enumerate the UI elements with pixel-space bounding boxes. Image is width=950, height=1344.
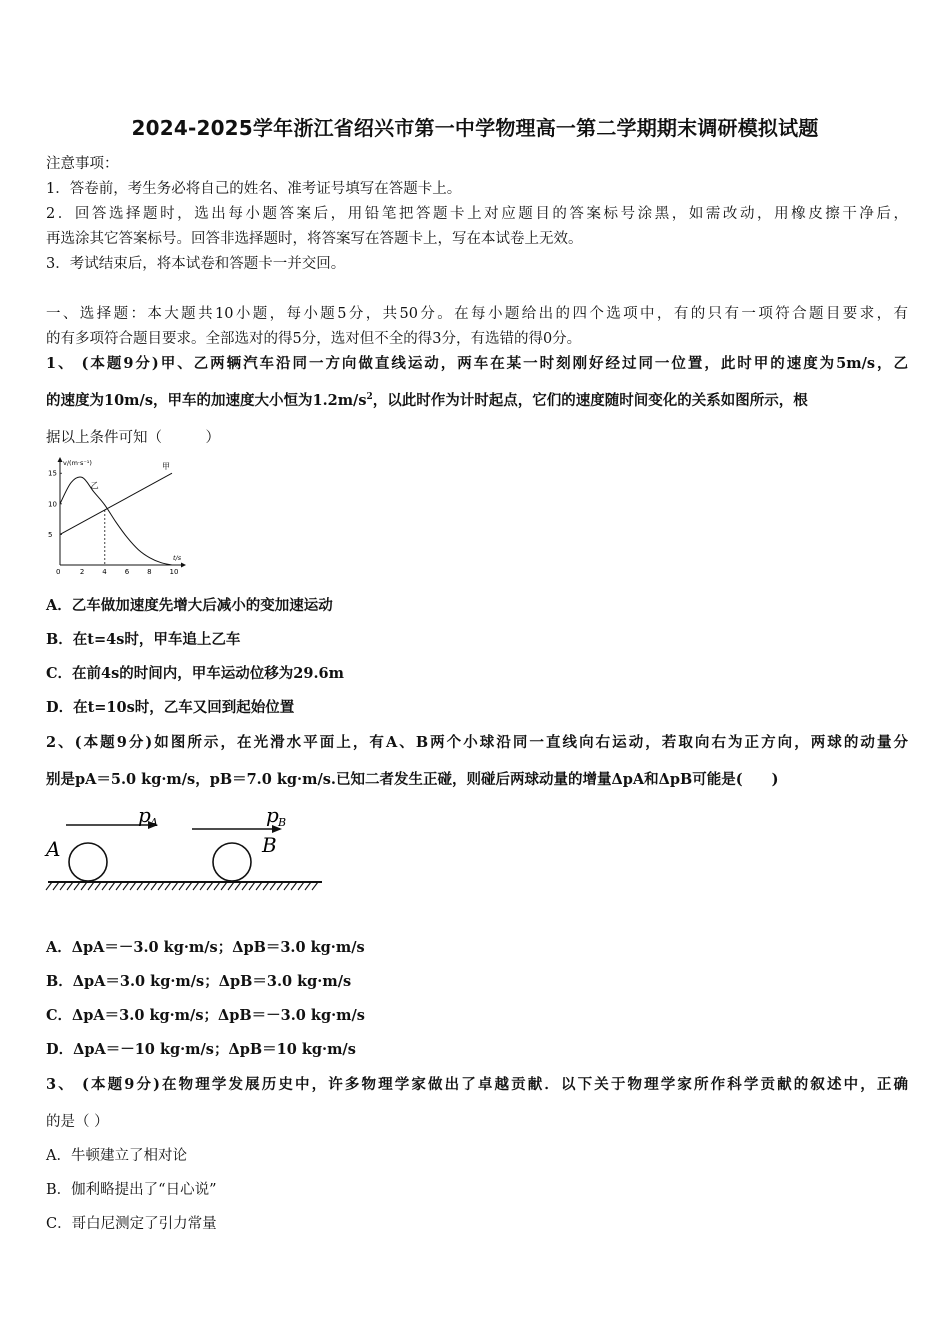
hatch-mark — [298, 882, 304, 890]
hatch-mark — [46, 882, 52, 890]
question-2-option-b[interactable]: B．ΔpA＝3.0 kg·m/s；ΔpB＝3.0 kg·m/s — [46, 973, 352, 990]
question-3-option-b[interactable]: B．伽利略提出了“日心说” — [46, 1182, 217, 1198]
y-axis-label: v/(m·s⁻¹) — [63, 459, 92, 467]
ball-a — [69, 843, 107, 881]
x-tick-label: 2 — [79, 568, 85, 576]
x-axis-arrow-icon — [181, 563, 186, 568]
hatch-mark — [284, 882, 290, 890]
hatch-mark — [186, 882, 192, 890]
question-3-option-a[interactable]: A．牛顿建立了相对论 — [46, 1148, 187, 1164]
question-2-option-d[interactable]: D．ΔpA＝－10 kg·m/s；ΔpB＝10 kg·m/s — [46, 1041, 356, 1058]
x-tick-label: 8 — [147, 568, 152, 576]
question-1-stem-part: 的速度为10m/s，甲车的加速度大小恒为1.2m/s — [46, 392, 367, 409]
hatch-mark — [116, 882, 122, 890]
hatch-mark — [256, 882, 262, 890]
hatch-mark — [95, 882, 101, 890]
y-tick-label: 10 — [48, 500, 57, 509]
question-2-option-c[interactable]: C．ΔpA＝3.0 kg·m/s；ΔpB＝－3.0 kg·m/s — [46, 1007, 365, 1024]
hatch-mark — [291, 882, 297, 890]
x-axis-label: t/s — [173, 554, 182, 562]
hatch-mark — [144, 882, 150, 890]
ball-label-a: A — [46, 837, 61, 861]
ball-label-b: B — [262, 833, 277, 857]
question-1-stem-part: ，以此时作为计时起点，它们的速度随时间变化的关系如图所示，根 — [372, 392, 808, 409]
notice-item: 3．考试结束后，将本试卷和答题卡一并交回。 — [46, 256, 346, 272]
hatch-mark — [200, 882, 206, 890]
hatch-mark — [263, 882, 269, 890]
question-3-stem: 的是（ ） — [46, 1114, 109, 1130]
hatch-mark — [123, 882, 129, 890]
hatch-mark — [207, 882, 213, 890]
hatch-mark — [179, 882, 185, 890]
ground-hatching — [46, 882, 318, 890]
series-label-jia: 甲 — [162, 462, 170, 472]
hatch-mark — [158, 882, 164, 890]
question-1-option-c[interactable]: C．在前4s的时间内，甲车运动位移为29.6m — [46, 665, 344, 682]
velocity-time-chart — [44, 455, 194, 577]
hatch-mark — [165, 882, 171, 890]
hatch-mark — [235, 882, 241, 890]
hatch-mark — [277, 882, 283, 890]
notice-item: 再选涂其它答案标号。回答非选择题时，将答案写在答题卡上，写在本试卷上无效。 — [46, 231, 583, 247]
question-2-stem: 2、(本题9分)如图所示，在光滑水平面上，有A、B两个小球沿同一直线向右运动，若取向右为正方向，两球的动量分 — [46, 734, 908, 751]
hatch-mark — [228, 882, 234, 890]
hatch-mark — [249, 882, 255, 890]
collision-diagram — [44, 800, 326, 900]
section-instructions: 的有多项符合题目要求。全部选对的得5分，选对但不全的得3分，有选错的得0分。 — [46, 331, 582, 347]
momentum-label-b: p — [266, 803, 279, 827]
hatch-mark — [88, 882, 94, 890]
hatch-mark — [67, 882, 73, 890]
y-tick-label: 15 — [48, 469, 57, 478]
hatch-mark — [270, 882, 276, 890]
question-1-stem: 1、 (本题9分)甲、乙两辆汽车沿同一方向做直线运动，两车在某一时刻刚好经过同一位置，此时甲的速度为5m/s，乙 — [46, 355, 908, 372]
hatch-mark — [193, 882, 199, 890]
question-1-stem — [46, 389, 908, 410]
question-1-option-d[interactable]: D．在t=10s时，乙车又回到起始位置 — [46, 699, 295, 716]
hatch-mark — [172, 882, 178, 890]
x-tick-label: 10 — [169, 568, 179, 576]
y-tick-label: 5 — [48, 530, 53, 539]
hatch-mark — [137, 882, 143, 890]
hatch-mark — [305, 882, 311, 890]
question-1-superscript: 2 — [366, 392, 373, 403]
question-3-option-c[interactable]: C．哥白尼测定了引力常量 — [46, 1216, 217, 1232]
notice-item: 1．答卷前，考生务必将自己的姓名、准考证号填写在答题卡上。 — [46, 181, 462, 197]
question-1-option-a[interactable]: A．乙车做加速度先增大后减小的变加速运动 — [46, 597, 333, 614]
question-1-stem: 据以上条件可知（ ） — [46, 430, 220, 446]
question-2-stem: 别是pA＝5.0 kg·m/s，pB＝7.0 kg·m/s.已知二者发生正碰，则碰后两球动量的增量ΔpA和ΔpB可能是( ) — [46, 771, 779, 788]
hatch-mark — [221, 882, 227, 890]
momentum-label-a-sub: A — [150, 816, 158, 829]
question-1-option-b[interactable]: B．在t=4s时，甲车追上乙车 — [46, 631, 241, 648]
question-3-stem: 3、 (本题9分)在物理学发展历史中，许多物理学家做出了卓越贡献．以下关于物理学家所作科学贡献的叙述中，正确 — [46, 1076, 908, 1093]
ball-b — [213, 843, 251, 881]
hatch-mark — [109, 882, 115, 890]
hatch-mark — [242, 882, 248, 890]
hatch-mark — [312, 882, 318, 890]
hatch-mark — [102, 882, 108, 890]
hatch-mark — [130, 882, 136, 890]
hatch-mark — [60, 882, 66, 890]
notice-heading: 注意事项： — [46, 156, 119, 172]
question-2-option-a[interactable]: A．ΔpA＝－3.0 kg·m/s；ΔpB＝3.0 kg·m/s — [46, 939, 365, 956]
series-label-yi: 乙 — [90, 480, 99, 490]
page-title: 2024-2025学年浙江省绍兴市第一中学物理高一第二学期期末调研模拟试题 — [131, 116, 819, 140]
notice-item: 2．回答选择题时，选出每小题答案后，用铅笔把答题卡上对应题目的答案标号涂黑，如需改动，用橡皮擦干净后， — [46, 206, 908, 222]
hatch-mark — [151, 882, 157, 890]
hatch-mark — [53, 882, 59, 890]
momentum-label-a: p — [138, 803, 151, 827]
momentum-label-b-sub: B — [278, 816, 287, 829]
section-instructions: 一、选择题：本大题共10小题，每小题5分，共50分。在每小题给出的四个选项中，有的只有一项符合题目要求，有 — [46, 306, 908, 322]
x-tick-label: 6 — [124, 568, 130, 576]
series-line-jia — [60, 473, 172, 534]
x-tick-label: 4 — [102, 568, 107, 576]
series-line-yi — [60, 477, 172, 565]
hatch-mark — [81, 882, 87, 890]
x-tick-label: 0 — [56, 568, 61, 576]
hatch-mark — [214, 882, 220, 890]
y-axis-arrow-icon — [58, 457, 63, 462]
hatch-mark — [74, 882, 80, 890]
